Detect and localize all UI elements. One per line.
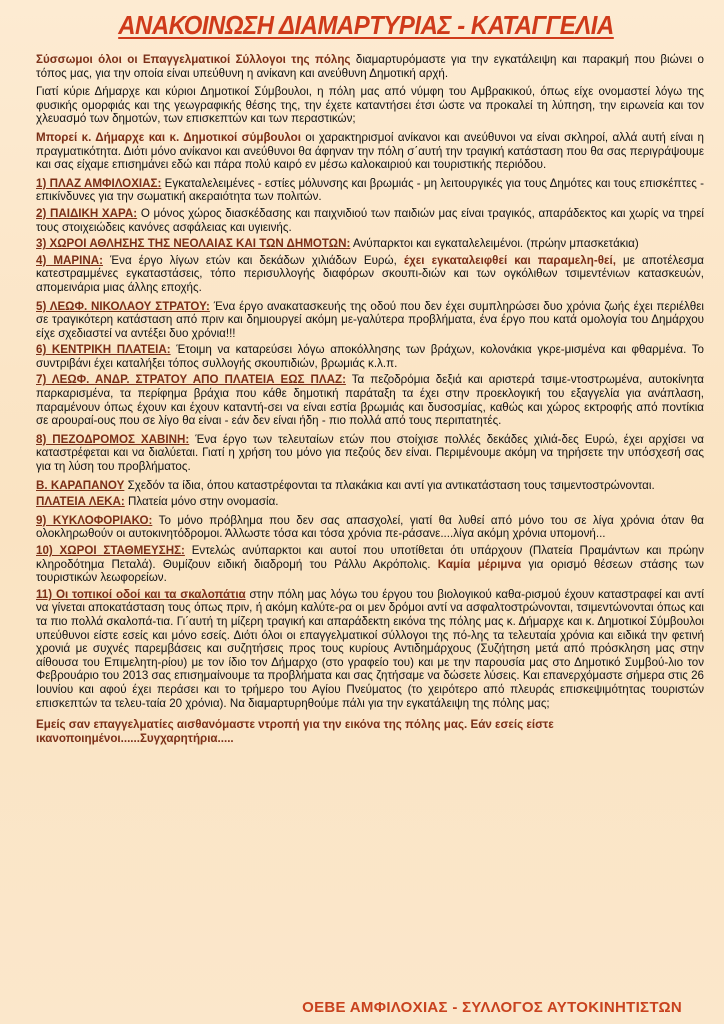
item-andr-stratou bbox=[28, 373, 704, 427]
item-plaz bbox=[28, 177, 704, 204]
item-highlight: έχει εγκαταλειφθεί και παραμελη-θεί, bbox=[403, 253, 616, 267]
item-head: 8) ΠΕΖΟΔΡΟΜΟΣ ΧΑΒΙΝΗ: bbox=[36, 432, 190, 446]
item-tail: για ορισμό θέσεων στάσης των τουριστικών λεωφορείων. bbox=[36, 557, 704, 585]
item-head: Β. ΚΑΡΑΠΑΝΟΥ bbox=[36, 478, 125, 492]
item-tail: με αποτέλεσμα κατεστραμμένες εγκαταστάσεις, τόπο περισυλλογής διαφόρων σκουπι-διών και των ογκόλιθων τσιμεντένιων κατασκευών, απομεινάρια μιας άλλης εποχής. bbox=[36, 253, 704, 294]
mayor-paragraph bbox=[28, 131, 704, 172]
item-head: 6) ΚΕΝΤΡΙΚΗ ΠΛΑΤΕΙΑ: bbox=[36, 343, 171, 357]
item-bold: Καμία μέριμνα bbox=[437, 557, 522, 571]
why-paragraph: Γιατί κύριε Δήμαρχε και κύριοι Δημοτικοί Σύμβουλοι, η πόλη μας από νύμφη του Αμβρακικού, όπως είχε ονομαστεί λόγω της φυσικής ομορφιάς και της γεωγραφικής θέσης της, την έχετε καταντήσει έτσι ώστε να προκαλεί τη λύπηση, την ειρωνεία και τον χλευασμό των δημοτών, των επισκεπτών και των περαστικών; bbox=[36, 85, 704, 126]
item-marina bbox=[28, 254, 704, 295]
item-text: Εγκαταλελειμένες - εστίες μόλυνσης και βρωμιάς - μη λειτουργικές για τους Δημότες και τους επισκέπτες - επικίνδυνες για την σωματική ακεραιότητα των πολιτών. bbox=[36, 176, 705, 204]
item-local-roads bbox=[28, 588, 704, 710]
item-text: Πλατεία μόνο στην ονομασία. bbox=[124, 495, 279, 509]
item-leka-square bbox=[28, 495, 704, 509]
item-text: Ένα έργο λίγων ετών και δεκάδων χιλιάδων Ευρώ, bbox=[102, 253, 404, 267]
item-nik-stratou bbox=[28, 300, 704, 341]
item-havini bbox=[28, 433, 704, 474]
item-head: 2) ΠΑΙΔΙΚΗ ΧΑΡΑ: bbox=[36, 206, 138, 220]
item-text: Ανύπαρκτοι και εγκαταλελειμένοι. (πρώην μπασκετάκια) bbox=[350, 237, 639, 251]
mayor-lead: Μπορεί κ. Δήμαρχε και κ. Δημοτικοί σύμβουλοι bbox=[36, 130, 301, 144]
closing-statement: Εμείς σαν επαγγελματίες αισθανόμαστε ντροπή για την εικόνα της πόλης μας. Εάν εσείς είστε ικανοποιημένοι......Συγχαρητήρια..... bbox=[36, 718, 554, 746]
item-text: Έτοιμη να καταρεύσει λόγω αποκόλλησης των βράχων, κολονάκια γκρε-μισμένα και φθαρμένα. Το συντριβάνι έχει καταλήξει τόπος συλλογής σκουπιδιών, βρωμιάς κ.λ.π. bbox=[36, 343, 705, 370]
item-head: 11) Οι τοπικοί οδοί και τα σκαλοπάτια bbox=[36, 587, 246, 601]
signature-footer: ΟΕΒΕ ΑΜΦΙΛΟΧΙΑΣ - ΣΥΛΛΟΓΟΣ ΑΥΤΟΚΙΝΗΤΙΣΤΩΝ bbox=[302, 999, 682, 1016]
intro-paragraph bbox=[28, 53, 704, 80]
item-head: 10) ΧΩΡΟΙ ΣΤΑΘΜΕΥΣΗΣ: bbox=[36, 544, 185, 557]
item-head: 7) ΛΕΩΦ. ΑΝΔΡ. ΣΤΡΑΤΟΥ ΑΠΟ ΠΛΑΤΕΙΑ ΕΩΣ ΠΛΑΖ: bbox=[36, 373, 346, 387]
item-head: 5) ΛΕΩΦ. ΝΙΚΟΛΑΟΥ ΣΤΡΑΤΟΥ: bbox=[36, 299, 210, 313]
item-karapanou bbox=[28, 479, 704, 493]
item-central-square bbox=[28, 343, 704, 370]
item-text: Εντελώς ανύπαρκτοι και αυτοί που υποτίθεται ότι υπάρχουν (Πλατεία Πραμάντων και πρώην κληροδότημα Πεταλά). Θυμίζουν ειδική διαδρομή του Ράλλυ Ακρόπολις. bbox=[36, 544, 704, 571]
item-head: 3) ΧΩΡΟΙ ΑΘΛΗΣΗΣ ΤΗΣ ΝΕΟΛΑΙΑΣ ΚΑΙ ΤΩΝ ΔΗΜΟΤΩΝ: bbox=[36, 237, 351, 251]
item-text: Το μόνο πρόβλημα που δεν σας απασχολεί, γιατί θα λυθεί από μόνο του σε λίγα χρόνια όταν θα ολοκληρωθούν οι αυτοκινητόδρομοι. Άλλωστε τόσα και τόσα χρόνια πε-ράσανε....λίγα ακόμη χρόνια υπομονή... bbox=[36, 513, 704, 541]
item-text: Τα πεζοδρόμια δεξιά και αριστερά τσιμε-ντοστρωμένα, αυτοκίνητα παρκαρισμένα, τα περίφημα βράχια που κάθε δημοτική παράταξη τα έχει στην προεκλογική του εξαγγελία για ανάπλαση, παραμένουν όπως έχουν και έχουν καταντή-σει να είναι εστία βρωμιάς και δυσοσμίας, καθώς και χώρος εκτροφής από ποντίκια σε αρουραί-ους που σε λίγο θα είναι - εάν δεν είναι ήδη - πιο πολλά από τους περιπατητές. bbox=[36, 373, 705, 428]
mayor-text: οι χαρακτηρισμοί ανίκανοι και ανεύθυνοι να είναι σκληροί, αλλά αυτή είναι η πραγματικότητα. Διότι μόνο ανίκανοι και ανεύθυνοι θα άφηναν την πόλη σ΄αυτή την τραγική κατάσταση που θα σας περιγράψουμε και σας είχαμε επισημάνει εδώ και πάρα πολύ καιρό εν μέσω καλοκαιριού και τουριστικής περιόδου. bbox=[36, 130, 704, 172]
item-text: Σχεδόν τα ίδια, όπου καταστρέφονται τα πλακάκια και αντί για αντικατάσταση τους τσιμεντοστρώνονται. bbox=[124, 478, 655, 492]
intro-text: διαμαρτυρόμαστε για την εγκατάλειψη και παρακμή που βιώνει ο τόπος μας, για την οποία είναι υπεύθυνη η ανίκανη και ανεύθυνη Δημοτική αρχή. bbox=[36, 53, 704, 80]
item-head: 9) ΚΥΚΛΟΦΟΡΙΑΚΟ: bbox=[36, 513, 153, 527]
item-text: Ένα έργο των τελευταίων ετών που στοίχισε πολλές δεκάδες χιλιά-δες Ευρώ, έχει αρχίσει να καταστρέφεται και να διαλύεται. Γιατί η χρήση του μόνο για πεζούς δεν είναι. Περιμένουμε ακόμη να τηρήσετε την υπόσχεσή σας για τη λύση του προβλήματος. bbox=[36, 432, 705, 474]
item-parking bbox=[28, 544, 704, 585]
item-text: στην πόλη μας λόγω του έργου του βιολογικού καθα-ρισμού έχουν καταστραφεί και αντί να γίνεται αποκατάσταση τους όπως πριν, ή ακόμη καλύτε-ρα οι μεν δρόμοι αντί να ασφαλτοστρώνονται, τσιμεντώνονται όπως και τα πιο πολλά σκαλοπά-τια. Γι΄αυτή τη μίζερη τραγική και απαράδεκτη εικόνα της πόλης μας κ. Δήμαρχε και κ. Δημοτικοί Σύμβουλοι υπεύθυνοι είστε εσείς και μόνο εσείς. Διότι όλοι οι επαγγελματικοί σύλλογοι της πό-λης τα τελευταία χρόνια και ειδικά την φετινή χρονιά με συχνές παρεμβάσεις και συζητήσεις προς τους κυρίους Αντιδημάρχους (Συζήτηση μετά από πρόσκληση μας στην αίθουσα του Επιμελητη-ρίου) με τον ίδιο τον Δήμαρχο (στο γραφείο του) και με την παρουσία μας στο Δημοτικό Συμβού-λιο τον Φεβρουάριο του 2013 σας επισημαίνουμε τα προβλήματα και σας ζητήσαμε να δώσετε λύσεις. Και επανερχόμαστε σήμερα στις 26 Ιουνίου και αφού έχει περάσει και το τρήμερο του Αγίου Πνεύματος (το χειρότερο από πλευράς επισκεψιμότητας τουριστών επισκεπτών τα τελευ-ταία 20 χρόνια). Να διαμαρτυρηθούμε πάλι για την εγκατάλειψη της πόλης μας; bbox=[36, 587, 704, 710]
item-head: 1) ΠΛΑΖ ΑΜΦΙΛΟΧΙΑΣ: bbox=[36, 176, 162, 190]
page-title: ΑΝΑΚΟΙΝΩΣΗ ΔΙΑΜΑΡΤΥΡΙΑΣ - ΚΑΤΑΓΓΕΛΙΑ bbox=[118, 10, 614, 40]
item-head: 4) ΜΑΡΙΝΑ: bbox=[36, 253, 103, 267]
intro-lead: Σύσσωμοι όλοι οι Επαγγελματικοί Σύλλογοι της πόλης bbox=[36, 53, 351, 66]
item-traffic bbox=[28, 514, 704, 541]
item-head: ΠΛΑΤΕΙΑ ΛΕΚΑ: bbox=[36, 495, 125, 509]
item-playground bbox=[28, 207, 704, 234]
item-text: Ο μόνος χώρος διασκέδασης και παιχνιδιού των παιδιών μας είναι τραγικός, απαράδεκτος και χωρίς να τηρεί τους στοιχειώδεις κανόνες ασφάλειας και υγιεινής. bbox=[36, 206, 704, 234]
item-sports bbox=[28, 237, 704, 251]
item-text: Ένα έργο ανακατασκευής της οδού που δεν έχει συμπληρώσει δυο χρόνια ζωής έχει περιέλθει σε τραγικότερη κατάσταση από πριν και δημιουργεί ακόμη με-γαλύτερα προβλήματα, ένα έργο που κατά ομολογία του Δημάρχου είχε σχεδιαστεί να αντέξει δυο χρόνια!!! bbox=[36, 299, 705, 340]
